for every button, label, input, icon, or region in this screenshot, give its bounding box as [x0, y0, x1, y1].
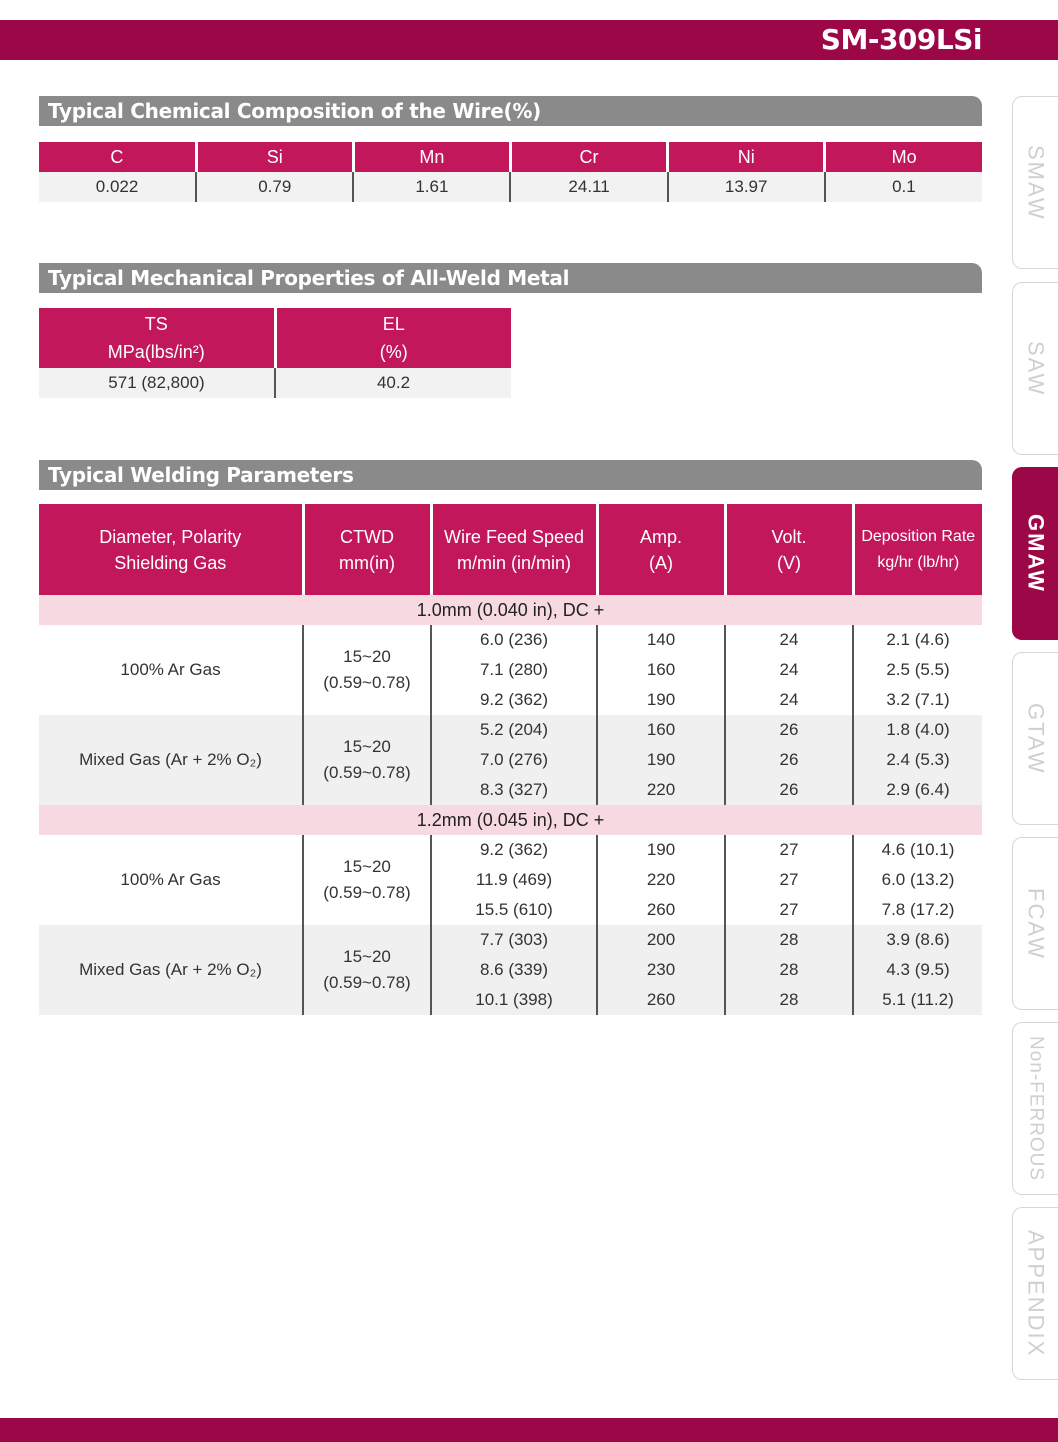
amp-cell: 230 [597, 955, 725, 985]
mech-header-ts-line1: TS [144, 314, 168, 334]
deposition-cell: 1.8 (4.0) [853, 715, 982, 745]
wfs-cell: 15.5 (610) [431, 895, 597, 925]
chemical-value-row [39, 172, 982, 202]
top-banner [0, 20, 1058, 60]
table-row [39, 925, 982, 955]
chem-value-mn: 1.61 [353, 172, 510, 202]
volt-cell: 26 [725, 745, 853, 775]
volt-cell: 28 [725, 985, 853, 1015]
deposition-cell: 7.8 (17.2) [853, 895, 982, 925]
amp-cell: 220 [597, 865, 725, 895]
amp-cell: 190 [597, 685, 725, 715]
wfs-cell: 6.0 (236) [431, 625, 597, 655]
amp-cell: 160 [597, 715, 725, 745]
amp-cell: 220 [597, 775, 725, 805]
amp-cell: 140 [597, 625, 725, 655]
weld-header-ctwd [303, 504, 431, 595]
wfs-cell: 9.2 (362) [431, 685, 597, 715]
mech-value-el: 40.2 [275, 368, 511, 398]
amp-cell: 190 [597, 835, 725, 865]
volt-cell: 27 [725, 895, 853, 925]
diameter-row [39, 805, 982, 835]
wfs-cell: 7.7 (303) [431, 925, 597, 955]
deposition-cell: 2.5 (5.5) [853, 655, 982, 685]
volt-cell: 24 [725, 685, 853, 715]
product-title: SM-309LSi [820, 23, 982, 56]
weld-header-wfs [431, 504, 597, 595]
welding-section-header: Typical Welding Parameters [39, 460, 982, 490]
chem-value-si: 0.79 [196, 172, 353, 202]
chem-header-ni: Ni [668, 142, 825, 172]
tab-fcaw-label: FCAW [1023, 887, 1049, 960]
mechanical-value-row [39, 368, 511, 398]
wfs-cell: 5.2 (204) [431, 715, 597, 745]
volt-cell: 26 [725, 715, 853, 745]
mech-header-el-line2: (%) [379, 342, 408, 362]
ctwd-range-mm: 15~20 [343, 857, 391, 876]
weld-header-wfs-line1: Wire Feed Speed [443, 526, 585, 547]
chem-header-mn: Mn [353, 142, 510, 172]
weld-header-volt-line1: Volt. [771, 526, 807, 547]
tab-fcaw[interactable] [1012, 837, 1058, 1010]
chem-header-c: C [39, 142, 196, 172]
ctwd-cell [303, 925, 431, 1015]
ctwd-cell [303, 625, 431, 715]
diameter-label: 1.0mm (0.040 in), DC + [39, 595, 982, 625]
ctwd-range-mm: 15~20 [343, 947, 391, 966]
welding-table [39, 504, 982, 1015]
volt-cell: 28 [725, 925, 853, 955]
volt-cell: 24 [725, 655, 853, 685]
mech-header-ts [39, 308, 275, 368]
tab-saw-label: SAW [1023, 340, 1049, 397]
weld-header-diameter [39, 504, 303, 595]
deposition-cell: 2.1 (4.6) [853, 625, 982, 655]
tab-appendix-label: APPENDIX [1023, 1229, 1049, 1358]
welding-header-row [39, 504, 982, 595]
weld-header-amp [597, 504, 725, 595]
weld-header-amp-line1: Amp. [639, 526, 682, 547]
volt-cell: 26 [725, 775, 853, 805]
deposition-cell: 3.2 (7.1) [853, 685, 982, 715]
wfs-cell: 9.2 (362) [431, 835, 597, 865]
ctwd-range-in: (0.59~0.78) [323, 763, 411, 782]
deposition-cell: 4.6 (10.1) [853, 835, 982, 865]
chem-header-si: Si [196, 142, 353, 172]
shielding-gas-cell: 100% Ar Gas [39, 835, 303, 925]
deposition-cell: 6.0 (13.2) [853, 865, 982, 895]
table-row [39, 625, 982, 655]
weld-header-volt [725, 504, 853, 595]
wfs-cell: 11.9 (469) [431, 865, 597, 895]
bottom-banner [0, 1418, 1058, 1442]
tab-gmaw-label: GMAW [1023, 514, 1049, 593]
volt-cell: 27 [725, 865, 853, 895]
wfs-cell: 8.3 (327) [431, 775, 597, 805]
deposition-cell: 2.4 (5.3) [853, 745, 982, 775]
deposition-cell: 4.3 (9.5) [853, 955, 982, 985]
chemical-header-row [39, 142, 982, 172]
weld-header-amp-line2: (A) [649, 552, 673, 573]
mech-header-el [275, 308, 511, 368]
chem-value-c: 0.022 [39, 172, 196, 202]
volt-cell: 27 [725, 835, 853, 865]
mechanical-section-header: Typical Mechanical Properties of All-Weld Metal [39, 263, 982, 293]
chem-value-cr: 24.11 [510, 172, 667, 202]
tab-non-ferrous-label: Non-FERROUS [1025, 1035, 1047, 1182]
weld-header-deposition-line2: kg/hr (lb/hr) [877, 553, 960, 571]
amp-cell: 260 [597, 895, 725, 925]
weld-header-diameter-line2: Shielding Gas [114, 552, 227, 573]
tab-gmaw[interactable] [1012, 467, 1058, 640]
weld-header-deposition [853, 504, 982, 595]
deposition-cell: 5.1 (11.2) [853, 985, 982, 1015]
amp-cell: 260 [597, 985, 725, 1015]
wfs-cell: 10.1 (398) [431, 985, 597, 1015]
chem-header-mo: Mo [825, 142, 982, 172]
shielding-gas-cell: 100% Ar Gas [39, 625, 303, 715]
amp-cell: 160 [597, 655, 725, 685]
mech-header-el-line1: EL [382, 314, 405, 334]
ctwd-range-mm: 15~20 [343, 647, 391, 666]
table-row [39, 835, 982, 865]
ctwd-range-mm: 15~20 [343, 737, 391, 756]
ctwd-cell [303, 715, 431, 805]
wfs-cell: 8.6 (339) [431, 955, 597, 985]
weld-header-wfs-line2: m/min (in/min) [456, 552, 571, 573]
volt-cell: 24 [725, 625, 853, 655]
ctwd-range-in: (0.59~0.78) [323, 673, 411, 692]
weld-header-volt-line2: (V) [777, 552, 801, 573]
shielding-gas-cell: Mixed Gas (Ar + 2% O₂) [39, 925, 303, 1015]
tab-appendix[interactable] [1012, 1207, 1058, 1380]
weld-header-ctwd-line2: mm(in) [339, 552, 395, 573]
tab-smaw-label: SMAW [1023, 144, 1049, 221]
chemical-section-header: Typical Chemical Composition of the Wire(%) [39, 96, 982, 126]
shielding-gas-cell: Mixed Gas (Ar + 2% O₂) [39, 715, 303, 805]
ctwd-cell [303, 835, 431, 925]
chem-header-cr: Cr [510, 142, 667, 172]
table-row [39, 715, 982, 745]
amp-cell: 190 [597, 745, 725, 775]
deposition-cell: 2.9 (6.4) [853, 775, 982, 805]
mechanical-table [39, 308, 511, 398]
chem-value-ni: 13.97 [668, 172, 825, 202]
diameter-label: 1.2mm (0.045 in), DC + [39, 805, 982, 835]
mech-value-ts: 571 (82,800) [39, 368, 275, 398]
tab-gtaw-label: GTAW [1023, 702, 1049, 775]
tab-smaw[interactable] [1012, 96, 1058, 269]
weld-header-deposition-line1: Deposition Rate [861, 527, 976, 545]
chem-value-mo: 0.1 [825, 172, 982, 202]
wfs-cell: 7.0 (276) [431, 745, 597, 775]
ctwd-range-in: (0.59~0.78) [323, 973, 411, 992]
ctwd-range-in: (0.59~0.78) [323, 883, 411, 902]
volt-cell: 28 [725, 955, 853, 985]
mechanical-header-row [39, 308, 511, 368]
deposition-cell: 3.9 (8.6) [853, 925, 982, 955]
tab-non-ferrous[interactable] [1012, 1022, 1058, 1195]
wfs-cell: 7.1 (280) [431, 655, 597, 685]
mech-header-ts-line2: MPa(lbs/in²) [107, 342, 205, 362]
diameter-row [39, 595, 982, 625]
tab-saw[interactable] [1012, 282, 1058, 455]
chemical-table [39, 142, 982, 202]
weld-header-diameter-line1: Diameter, Polarity [99, 526, 242, 547]
weld-header-ctwd-line1: CTWD [340, 526, 394, 547]
amp-cell: 200 [597, 925, 725, 955]
tab-gtaw[interactable] [1012, 652, 1058, 825]
